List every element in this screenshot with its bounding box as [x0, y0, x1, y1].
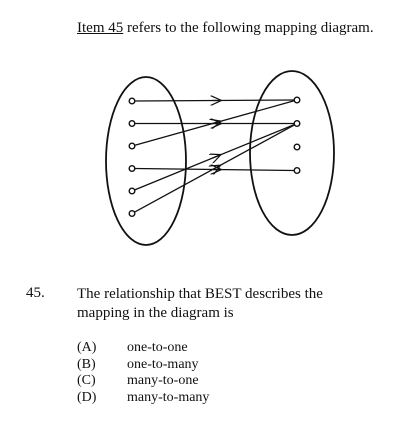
option-d[interactable] [77, 390, 209, 407]
domain-point [129, 166, 135, 172]
question-number: 45. [26, 285, 45, 301]
intro-text: refers to the following mapping diagram. [123, 20, 374, 36]
codomain-oval [250, 71, 334, 235]
item-reference: Item 45 [77, 20, 124, 36]
domain-point [129, 98, 135, 104]
option-text: one-to-many [127, 356, 199, 372]
domain-point [129, 188, 135, 194]
option-letter: (B) [77, 356, 96, 372]
option-text: many-to-one [127, 373, 199, 388]
domain-point [129, 211, 135, 217]
question-text: The relationship that BEST describes the mapping in the diagram is [77, 286, 323, 321]
domain-point [129, 121, 135, 127]
option-text: many-to-many [127, 389, 210, 405]
domain-oval [106, 77, 186, 245]
domain-point [129, 143, 135, 149]
mapping-arrowhead [213, 155, 220, 158]
option-letter: (A) [77, 340, 97, 355]
option-c[interactable] [77, 373, 209, 390]
option-text: one-to-one [127, 340, 188, 355]
answer-options [77, 340, 209, 406]
option-a[interactable] [77, 340, 209, 357]
option-letter: (C) [77, 373, 96, 388]
option-b[interactable] [77, 357, 209, 374]
codomain-point [294, 97, 300, 103]
codomain-point [294, 168, 300, 174]
codomain-point [294, 121, 300, 127]
option-letter: (D) [77, 389, 97, 405]
codomain-point [294, 144, 300, 150]
